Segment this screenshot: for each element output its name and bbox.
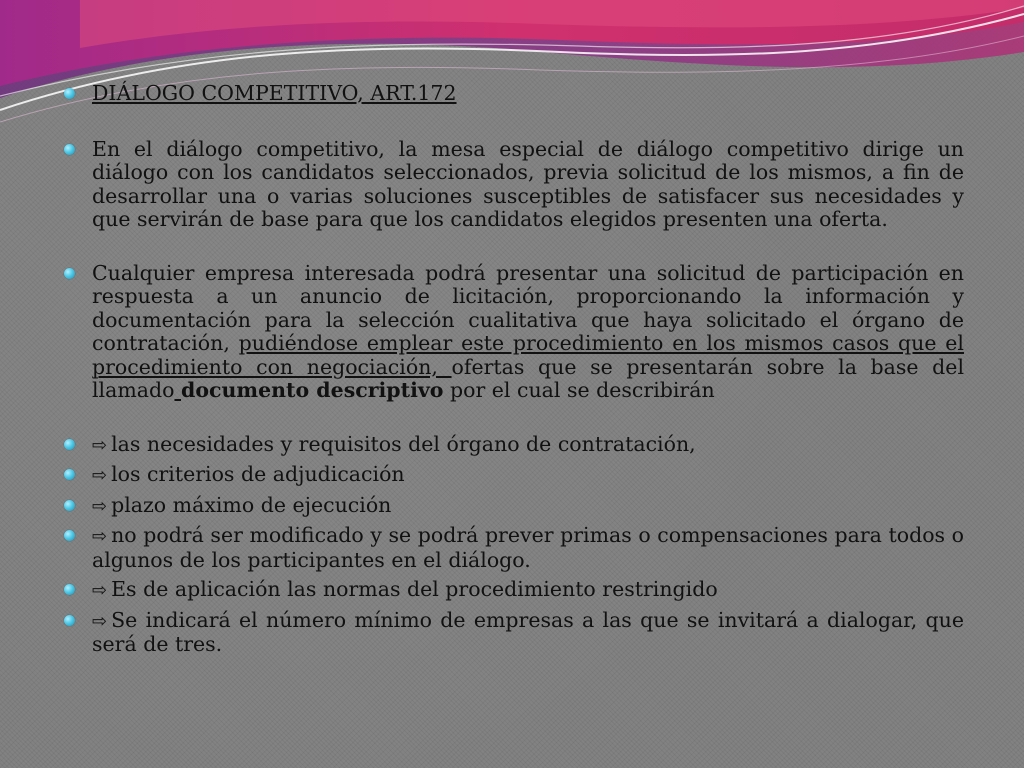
arrow-right-icon: ⇨ bbox=[92, 434, 108, 456]
paragraph-text-part-1: Cualquier empresa interesada podrá presentar una solicitud de participación en respuesta a un anuncio de licitación, proporcionando la información y documentación para la selección cualitativa que haya solicitado el órgano de contratación, bbox=[92, 260, 964, 355]
bullet-icon bbox=[64, 268, 75, 279]
list-item-point-6 bbox=[62, 609, 964, 657]
arrow-right-icon: ⇨ bbox=[92, 465, 108, 486]
arrow-right-icon: ⇨ bbox=[92, 610, 108, 632]
slide-body bbox=[62, 82, 964, 657]
point-text: Es de aplicación las normas del procedimiento restringido bbox=[111, 577, 718, 601]
point-text: Se indicará el número mínimo de empresas a las que se invitará a dialogar, que será de tres. bbox=[92, 607, 964, 656]
point-text: los criterios de adjudicación bbox=[111, 462, 405, 486]
slide-heading: DIÁLOGO COMPETITIVO, ART.172 bbox=[92, 81, 457, 105]
list-item-paragraph-2 bbox=[62, 262, 964, 403]
bullet-icon bbox=[64, 530, 75, 541]
point-text: no podrá ser modificado y se podrá prever primas o compensaciones para todos o algunos de los participantes en el diálogo. bbox=[92, 523, 964, 572]
bullet-icon bbox=[64, 469, 75, 480]
list-item-point-3 bbox=[62, 494, 964, 519]
paragraph-text-part-3: ofertas que se presentarán sobre la base del llamado bbox=[92, 354, 964, 402]
bullet-icon bbox=[64, 439, 75, 450]
bullet-icon bbox=[64, 500, 75, 511]
paragraph-text-bold: documento descriptivo bbox=[181, 378, 444, 402]
paragraph-text-part-6: por el cual se describirán bbox=[443, 378, 715, 402]
list-item-heading bbox=[62, 82, 964, 106]
list-item-paragraph-1 bbox=[62, 138, 964, 232]
paragraph-text-underlined: pudiéndose emplear este procedimiento en los mismos casos que el procedimiento con negociación, bbox=[92, 331, 964, 379]
list-item-point-2 bbox=[62, 463, 964, 488]
arrow-right-icon: ⇨ bbox=[92, 526, 108, 547]
list-item-point-5 bbox=[62, 578, 964, 603]
paragraph-text: En el diálogo competitivo, la mesa especial de diálogo competitivo dirige un diálogo con los candidatos seleccionados, previa solicitud de los mismos, a fin de desarrollar una o varias soluciones susceptibles de satisfacer sus necesidades y que servirán de base para que los candidatos elegidos presenten una oferta. bbox=[92, 136, 964, 231]
bullet-icon bbox=[64, 584, 75, 595]
bullet-icon bbox=[64, 144, 75, 155]
arrow-right-icon: ⇨ bbox=[92, 580, 108, 601]
point-text: las necesidades y requisitos del órgano de contratación, bbox=[111, 431, 696, 456]
bullet-icon bbox=[64, 88, 75, 99]
arrow-right-icon: ⇨ bbox=[92, 495, 108, 517]
list-item-point-1 bbox=[62, 433, 964, 458]
bullet-icon bbox=[64, 615, 75, 626]
point-text: plazo máximo de ejecución bbox=[111, 492, 392, 517]
list-item-point-4 bbox=[62, 524, 964, 572]
